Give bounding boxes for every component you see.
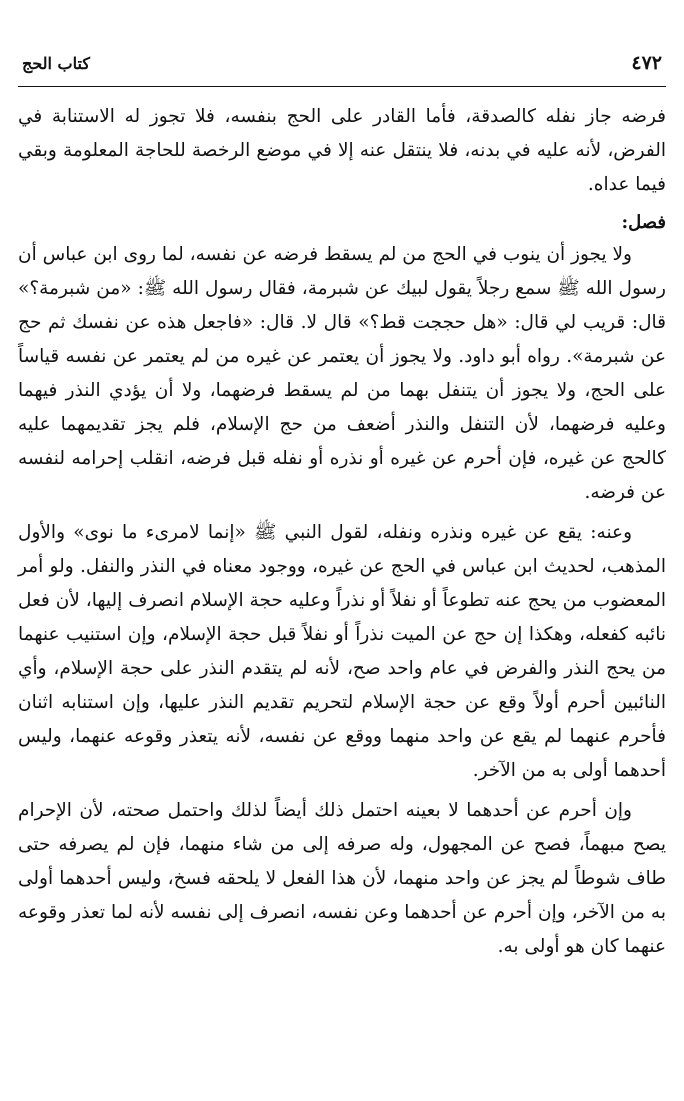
running-title: كتاب الحج (22, 54, 90, 73)
page-header (18, 46, 666, 87)
paragraph-2: ولا يجوز أن ينوب في الحج من لم يسقط فرضه عن نفسه، لما روى ابن عباس أن رسول الله ﷺ سمع رجلاً يقول لبيك عن شبرمة، فقال رسول الله ﷺ: «من شبرمة؟» قال: قريب لي قال: «هل حججت قط؟» قال لا. قال: «فاجعل هذه عن نفسك ثم حج عن شبرمة». رواه أبو داود. ولا يجوز أن يعتمر عن غيره من لم يعتمر عن نفسه قياساً على الحج، ولا يجوز أن يتنفل بهما من لم يسقط فرضهما، ولا أن يؤدي النذر فيهما وعليه فرضهما، لأن التنفل والنذر أضعف من حج الإسلام، فلم يجز تقديمهما عليه كالحج عن غيره، فإن أحرم عن غيره أو نذره أو نفله قبل فرضه، انقلب إحرامه لنفسه عن فرضه. (18, 244, 666, 503)
page-number: ٤٧٢ (631, 52, 662, 74)
paragraph-4: وإن أحرم عن أحدهما لا بعينه احتمل ذلك أيضاً لذلك واحتمل صحته، لأن الإحرام يصح مبهماً، فصح عن المجهول، وله صرفه إلى من شاء منهما، فإن لم يصرفه حتى طاف شوطاً لم يجز عن واحد منهما، لأن هذا الفعل لا يلحقه فسخ، وليس أحدهما أولى به من الآخر، وإن أحرم عن أحدهما وعن نفسه، انصرف إلى نفسه لأنه لما تعذر وقوعه عنهما كان هو أولى به. (18, 800, 666, 957)
body-text (18, 100, 666, 970)
paragraph-3: وعنه: يقع عن غيره ونذره ونفله، لقول النبي ﷺ «إنما لامرىء ما نوى» والأول المذهب، لحديث ابن عباس في الحج عن غيره، ووجود معناه في النذر والنفل. ولو أمر المعضوب من يحج عنه تطوعاً أو نفلاً أو نذراً وعليه حجة الإسلام انصرف إليها، لأن فعل نائبه كفعله، وهكذا إن حج عن الميت نذراً أو نفلاً قبل حجة الإسلام، وإن استنيب عنهما من يحج النذر والفرض في عام واحد صح، لأنه لم يتقدم النذر على حجة الإسلام، وأي النائبين أحرم أولاً وقع عن حجة الإسلام لتحريم تقديم النذر عليها، وإن استنابه اثنان فأحرم عنهما لم يقع عن واحد منهما ووقع عن نفسه، لأنه يتعذر وقوعه عنهما، وليس أحدهما أولى به من الآخر. (18, 522, 666, 781)
paragraph-1: فرضه جاز نفله كالصدقة، فأما القادر على الحج بنفسه، فلا تجوز له الاستنابة في الفرض، لأنه عليه في بدنه، فلا ينتقل عنه إلا في موضع الرخصة للحاجة المعلومة وبقي فيما عداه. (18, 106, 666, 195)
section-heading: فصل: (621, 212, 666, 233)
